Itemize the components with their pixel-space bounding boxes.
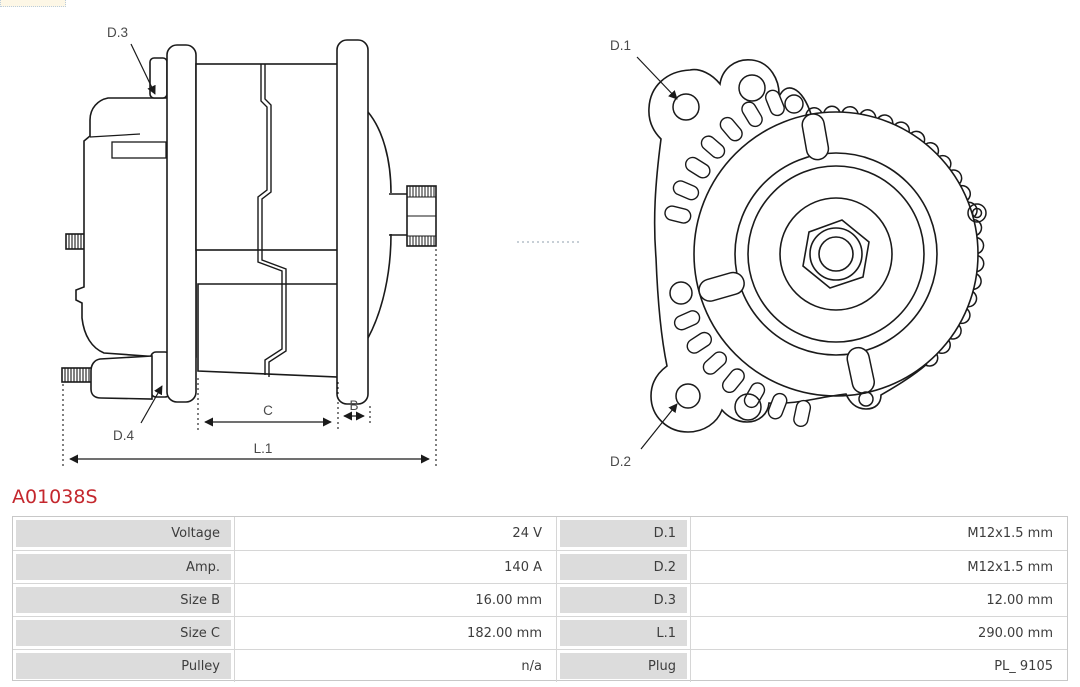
- product-code: A01038S: [12, 486, 98, 508]
- row-value: 24 V: [234, 517, 556, 550]
- row-value2: M12x1.5 mm: [690, 517, 1067, 550]
- table-row: [13, 583, 1067, 616]
- row-value: n/a: [234, 650, 556, 682]
- table-row: [13, 649, 1067, 682]
- d3-boss: [150, 58, 167, 98]
- row-label2: D.3: [560, 587, 687, 613]
- threaded-stud-upper: [66, 234, 86, 249]
- shaft-bore: [819, 237, 853, 271]
- leader-arrows-front: [637, 57, 677, 449]
- spline-shaft: [407, 186, 436, 246]
- row-label: Pulley: [16, 653, 231, 679]
- row-value2: 12.00 mm: [690, 584, 1067, 616]
- dim-label-d1: D.1: [610, 38, 632, 53]
- front-bracket-bar: [337, 40, 368, 404]
- side-view: [62, 25, 436, 466]
- dim-label-l1: L.1: [253, 441, 273, 456]
- dim-label-d4: D.4: [113, 428, 135, 443]
- spec-table: [12, 516, 1068, 681]
- row-value: 182.00 mm: [234, 617, 556, 649]
- front-view: [610, 38, 986, 469]
- row-label: Amp.: [16, 554, 231, 580]
- row-label2: Plug: [560, 653, 687, 679]
- row-label: Size B: [16, 587, 231, 613]
- body-lower: [198, 284, 338, 377]
- row-label2: D.1: [560, 520, 687, 547]
- row-value: 140 A: [234, 551, 556, 583]
- table-row: [13, 550, 1067, 583]
- dim-label-d2: D.2: [610, 454, 632, 469]
- row-value: 16.00 mm: [234, 584, 556, 616]
- table-row: [13, 616, 1067, 649]
- dim-label-b: B: [349, 398, 359, 413]
- rear-ear: [167, 45, 196, 402]
- dim-label-d3: D.3: [107, 25, 129, 40]
- row-value2: M12x1.5 mm: [690, 551, 1067, 583]
- row-label2: L.1: [560, 620, 687, 646]
- drive-end-nose: [368, 112, 391, 338]
- table-row: [13, 517, 1067, 550]
- row-value2: PL_ 9105: [690, 650, 1067, 682]
- row-label2: D.2: [560, 554, 687, 580]
- row-label: Size C: [16, 620, 231, 646]
- row-value2: 290.00 mm: [690, 617, 1067, 649]
- row-label: Voltage: [16, 520, 231, 547]
- terminal-d4: [91, 356, 152, 399]
- dim-label-c: C: [263, 403, 273, 418]
- threaded-stud-lower: [62, 368, 92, 382]
